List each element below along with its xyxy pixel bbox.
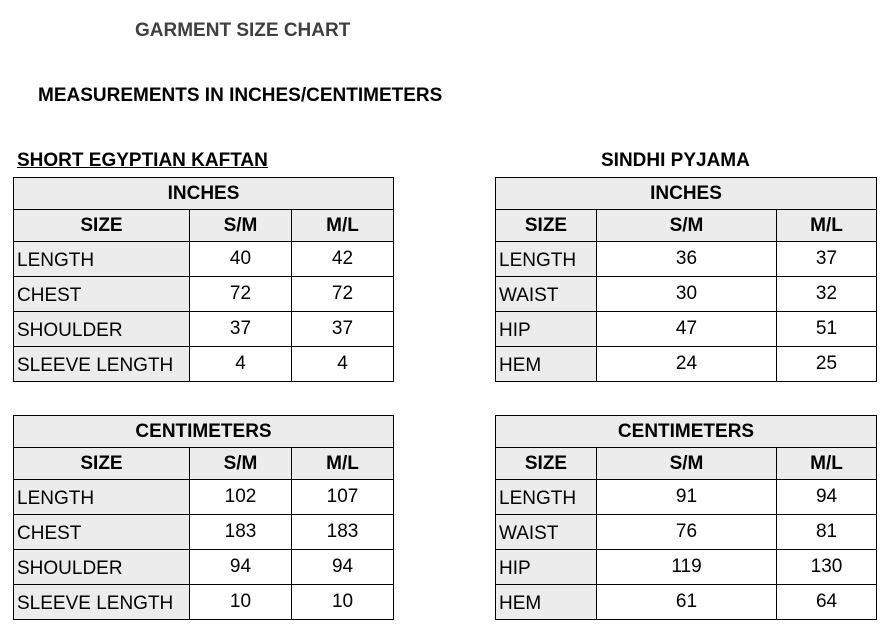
kaftan-section-title: SHORT EGYPTIAN KAFTAN: [17, 150, 268, 171]
column-header-row: [14, 210, 394, 242]
table-row: [14, 312, 394, 347]
sm-value: 40: [190, 242, 292, 277]
row-label: SHOULDER: [14, 550, 190, 585]
row-label: CHEST: [14, 515, 190, 550]
row-label: LENGTH: [14, 242, 190, 277]
sm-value: 24: [597, 347, 777, 382]
table-row: [14, 585, 394, 620]
sm-column-header: S/M: [190, 448, 292, 480]
row-label: WAIST: [496, 277, 597, 312]
column-header-row: [496, 210, 877, 242]
sm-value: 36: [597, 242, 777, 277]
ml-value: 64: [777, 585, 877, 620]
row-label: LENGTH: [496, 480, 597, 515]
sm-value: 76: [597, 515, 777, 550]
unit-header: INCHES: [496, 178, 877, 210]
ml-value: 183: [292, 515, 394, 550]
ml-value: 25: [777, 347, 877, 382]
ml-value: 37: [292, 312, 394, 347]
table-row: [496, 312, 877, 347]
sm-value: 47: [597, 312, 777, 347]
sm-column-header: S/M: [597, 210, 777, 242]
sm-value: 72: [190, 277, 292, 312]
ml-column-header: M/L: [777, 210, 877, 242]
table-row: [496, 480, 877, 515]
sm-value: 119: [597, 550, 777, 585]
table-row: [496, 347, 877, 382]
unit-header: INCHES: [14, 178, 394, 210]
ml-value: 72: [292, 277, 394, 312]
unit-header: CENTIMETERS: [496, 416, 877, 448]
kaftan-centimeters-table: [13, 415, 394, 620]
unit-row: [14, 178, 394, 210]
unit-row: [496, 178, 877, 210]
size-column-header: SIZE: [14, 210, 190, 242]
sm-column-header: S/M: [190, 210, 292, 242]
table-row: [496, 550, 877, 585]
page-subtitle: MEASUREMENTS IN INCHES/CENTIMETERS: [38, 85, 443, 106]
table-row: [496, 585, 877, 620]
row-label: HEM: [496, 347, 597, 382]
pyjama-inches-table: [495, 177, 877, 382]
table-row: [14, 480, 394, 515]
row-label: HIP: [496, 312, 597, 347]
ml-value: 94: [777, 480, 877, 515]
ml-value: 81: [777, 515, 877, 550]
sm-value: 91: [597, 480, 777, 515]
ml-value: 4: [292, 347, 394, 382]
sm-value: 102: [190, 480, 292, 515]
page-title: GARMENT SIZE CHART: [135, 20, 351, 41]
table-row: [14, 515, 394, 550]
ml-value: 37: [777, 242, 877, 277]
table-row: [14, 277, 394, 312]
ml-column-header: M/L: [292, 448, 394, 480]
ml-value: 10: [292, 585, 394, 620]
column-header-row: [496, 448, 877, 480]
sm-value: 61: [597, 585, 777, 620]
row-label: LENGTH: [14, 480, 190, 515]
ml-value: 42: [292, 242, 394, 277]
ml-value: 51: [777, 312, 877, 347]
row-label: HEM: [496, 585, 597, 620]
pyjama-section-title: SINDHI PYJAMA: [601, 150, 750, 171]
row-label: WAIST: [496, 515, 597, 550]
ml-column-header: M/L: [292, 210, 394, 242]
table-row: [496, 515, 877, 550]
row-label: SLEEVE LENGTH: [14, 585, 190, 620]
size-column-header: SIZE: [14, 448, 190, 480]
column-header-row: [14, 448, 394, 480]
ml-value: 32: [777, 277, 877, 312]
row-label: CHEST: [14, 277, 190, 312]
ml-value: 130: [777, 550, 877, 585]
sm-value: 30: [597, 277, 777, 312]
row-label: SLEEVE LENGTH: [14, 347, 190, 382]
table-row: [14, 550, 394, 585]
row-label: LENGTH: [496, 242, 597, 277]
unit-row: [14, 416, 394, 448]
row-label: SHOULDER: [14, 312, 190, 347]
pyjama-centimeters-table: [495, 415, 877, 620]
sm-value: 183: [190, 515, 292, 550]
ml-value: 94: [292, 550, 394, 585]
kaftan-inches-table: [13, 177, 394, 382]
table-row: [496, 242, 877, 277]
ml-column-header: M/L: [777, 448, 877, 480]
size-column-header: SIZE: [496, 210, 597, 242]
table-row: [14, 347, 394, 382]
sm-column-header: S/M: [597, 448, 777, 480]
unit-header: CENTIMETERS: [14, 416, 394, 448]
sm-value: 94: [190, 550, 292, 585]
size-column-header: SIZE: [496, 448, 597, 480]
unit-row: [496, 416, 877, 448]
sm-value: 37: [190, 312, 292, 347]
row-label: HIP: [496, 550, 597, 585]
table-row: [496, 277, 877, 312]
ml-value: 107: [292, 480, 394, 515]
table-row: [14, 242, 394, 277]
sm-value: 10: [190, 585, 292, 620]
sm-value: 4: [190, 347, 292, 382]
